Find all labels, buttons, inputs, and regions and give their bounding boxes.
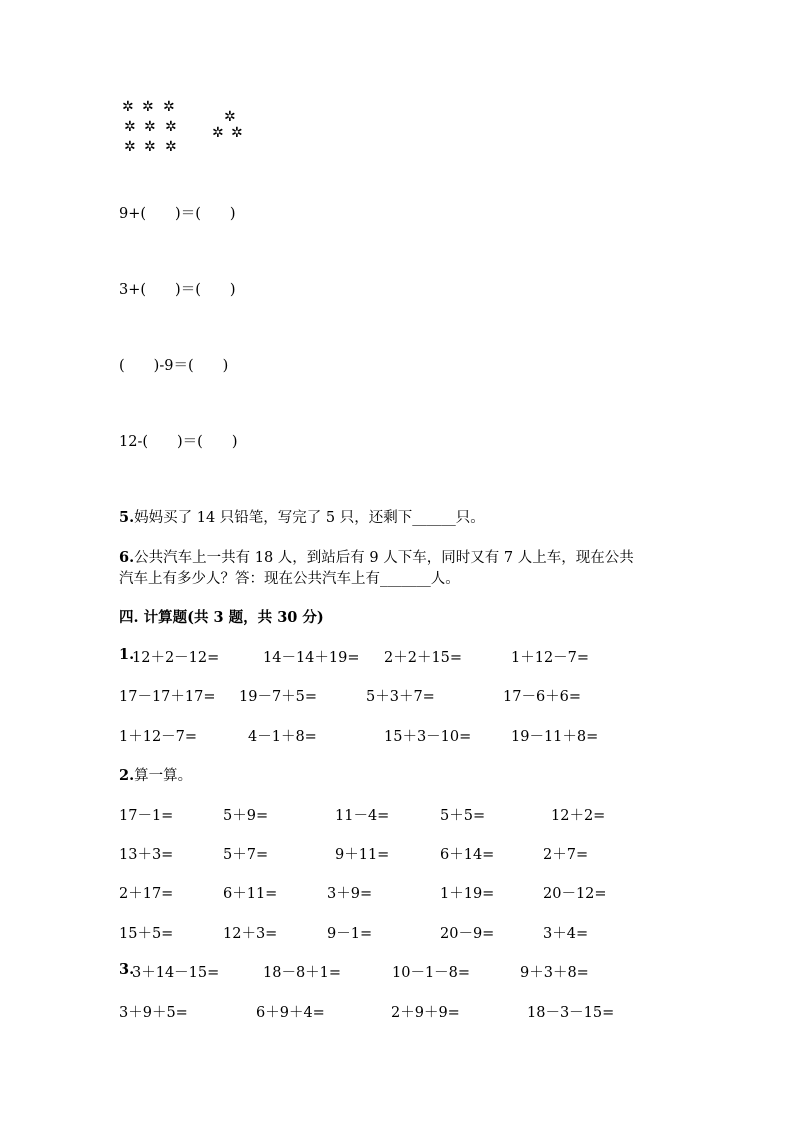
calc-item: 19－7＋5= <box>239 689 318 705</box>
calc-item: 3＋9＋5= <box>119 1005 188 1021</box>
calc-item: 18－3－15= <box>527 1005 615 1021</box>
star-picture <box>118 98 258 160</box>
star-icon: ✲ <box>231 125 243 141</box>
calc-item: 3＋14－15= <box>132 965 220 981</box>
calc-item: 17－6＋6= <box>503 689 582 705</box>
calc-item: 14－14＋19= <box>263 650 360 666</box>
calc-item: 12＋2= <box>551 808 606 824</box>
calc-item: 5＋7= <box>223 847 269 863</box>
star-icon: ✲ <box>165 139 177 155</box>
calc-item: 20－12= <box>543 886 607 902</box>
calc-item: 15＋5= <box>119 926 174 942</box>
calc-item: 3＋9= <box>327 886 373 902</box>
calc-item: 11－4= <box>335 808 390 824</box>
calc-item: 12＋2－12= <box>132 650 220 666</box>
star-icon: ✲ <box>144 139 156 155</box>
calc-item: 17－1= <box>119 808 174 824</box>
star-icon: ✲ <box>165 119 177 135</box>
fill-blank-3: ( )-9＝( ) <box>119 358 229 374</box>
calc-2-title: 算一算。 <box>134 768 193 784</box>
calc-item: 2＋17= <box>119 886 174 902</box>
calc-item: 15＋3－10= <box>384 729 472 745</box>
calc-item: 10－1－8= <box>392 965 471 981</box>
calc-2-heading <box>119 764 192 785</box>
question-6-line-2: 汽车上有多少人？答：现在公共汽车上有_______人。 <box>119 571 460 587</box>
calc-item: 2＋9＋9= <box>391 1005 460 1021</box>
question-6 <box>119 546 634 567</box>
star-icon: ✲ <box>163 99 175 115</box>
calc-item: 13＋3= <box>119 847 174 863</box>
calc-item: 9＋11= <box>335 847 390 863</box>
calc-item: 5＋5= <box>440 808 486 824</box>
calc-item: 9＋3＋8= <box>520 965 589 981</box>
question-number: 6. <box>119 549 135 566</box>
star-icon: ✲ <box>124 119 136 135</box>
calc-3-number: 3. <box>119 961 135 978</box>
star-icon: ✲ <box>124 139 136 155</box>
question-5 <box>119 506 485 527</box>
calc-item: 17－17＋17= <box>119 689 216 705</box>
star-icon: ✲ <box>224 109 236 125</box>
fill-blank-2: 3+( )＝( ) <box>119 282 236 298</box>
calc-item: 4－1＋8= <box>248 729 317 745</box>
calc-item: 2＋7= <box>543 847 589 863</box>
calc-2-number: 2. <box>119 767 135 784</box>
fill-blank-4: 12-( )＝( ) <box>119 434 238 450</box>
question-text: 妈妈买了 14 只铅笔，写完了 5 只，还剩下______只。 <box>134 510 485 526</box>
star-icon: ✲ <box>212 125 224 141</box>
calc-item: 18－8＋1= <box>263 965 342 981</box>
calc-item: 19－11＋8= <box>511 729 599 745</box>
calc-item: 12＋3= <box>223 926 278 942</box>
calc-item: 1＋19= <box>440 886 495 902</box>
calc-item: 9－1= <box>327 926 373 942</box>
calc-item: 2＋2＋15= <box>384 650 463 666</box>
question-text-line-1: 公共汽车上一共有 18 人，到站后有 9 人下车，同时又有 7 人上车，现在公共 <box>134 550 634 566</box>
calc-item: 20－9= <box>440 926 495 942</box>
calc-item: 3＋4= <box>543 926 589 942</box>
star-icon: ✲ <box>144 119 156 135</box>
section-heading: 四. 计算题(共 3 题，共 30 分) <box>119 609 324 626</box>
star-icon: ✲ <box>122 99 134 115</box>
fill-blank-1: 9+( )＝( ) <box>119 206 236 222</box>
calc-1-number: 1. <box>119 646 135 663</box>
calc-item: 1＋12－7= <box>119 729 198 745</box>
calc-item: 5＋9= <box>223 808 269 824</box>
star-icon: ✲ <box>142 99 154 115</box>
calc-item: 5＋3＋7= <box>366 689 435 705</box>
question-number: 5. <box>119 509 135 526</box>
calc-item: 6＋14= <box>440 847 495 863</box>
calc-item: 6＋9＋4= <box>256 1005 325 1021</box>
calc-item: 1＋12－7= <box>511 650 590 666</box>
calc-item: 6＋11= <box>223 886 278 902</box>
